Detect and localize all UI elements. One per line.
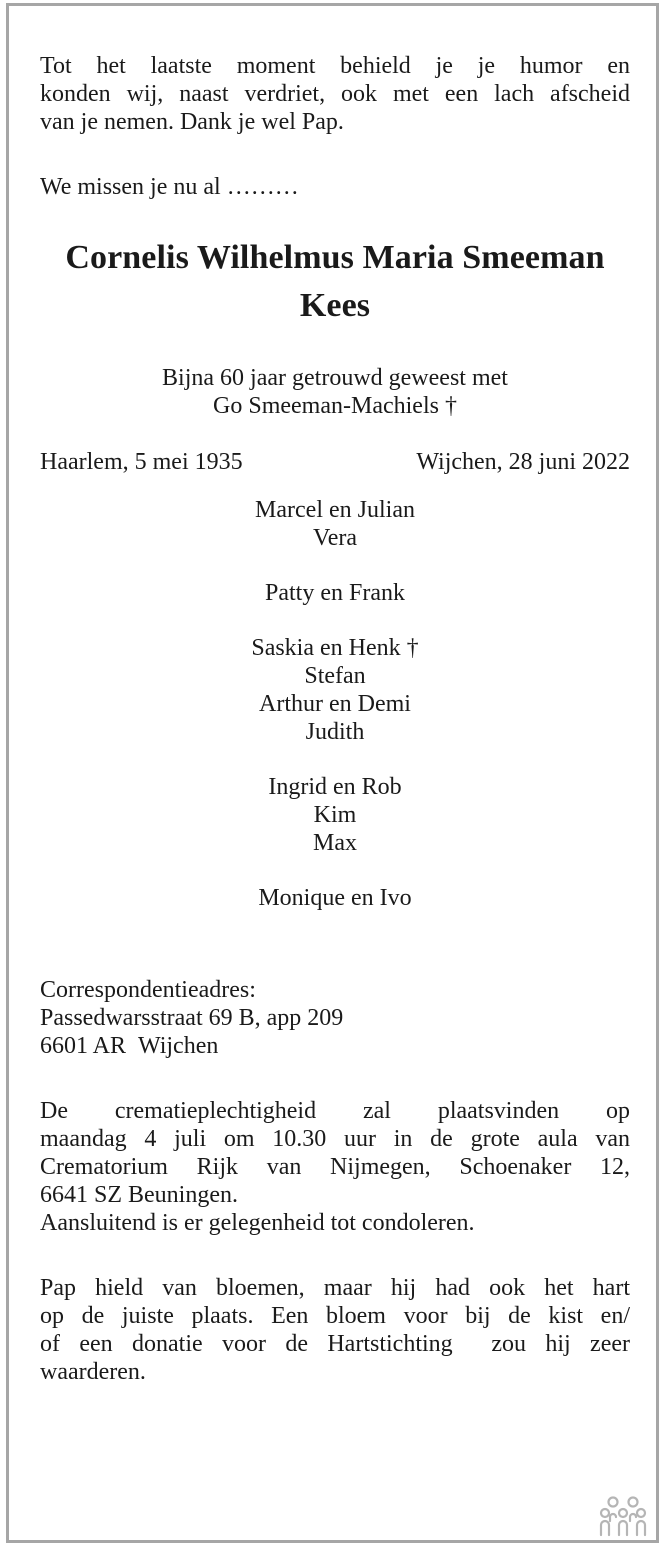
spouse-name: Go Smeeman-Machiels † — [213, 393, 457, 419]
family-group — [40, 884, 630, 912]
intro-line: Tot het laatste moment behield je je humor en — [40, 53, 630, 79]
family-member: Ingrid en Rob — [268, 774, 402, 800]
family-member: Stefan — [304, 663, 366, 689]
flowers-line: op de juiste plaats. Een bloem voor bij de kist en/ — [40, 1303, 630, 1329]
life-dates — [40, 448, 630, 476]
flowers-line: Pap hield van bloemen, maar hij had ook het hart — [40, 1275, 630, 1301]
intro-paragraph — [40, 52, 630, 136]
family-group — [40, 496, 630, 552]
family-member: Patty en Frank — [265, 580, 405, 606]
family-member: Kim — [313, 802, 357, 828]
flowers-line: waarderen. — [40, 1359, 146, 1385]
family-group — [40, 773, 630, 857]
flowers-paragraph — [40, 1274, 630, 1386]
family-member: Saskia en Henk † — [251, 635, 419, 661]
intro-line: van je nemen. Dank je wel Pap. — [40, 109, 344, 135]
correspondence-city: 6601 AR Wijchen — [40, 1033, 219, 1059]
family-member: Arthur en Demi — [259, 691, 411, 717]
marriage-line: Bijna 60 jaar getrouwd geweest met — [162, 365, 508, 391]
ceremony-line: De crematieplechtigheid zal plaatsvinden op — [40, 1098, 630, 1124]
flowers-line: of een donatie voor de Hartstichting zou hij zeer — [40, 1331, 630, 1357]
family-member: Marcel en Julian — [255, 497, 415, 523]
family-group — [40, 634, 630, 746]
death-date: Wijchen, 28 juni 2022 — [416, 449, 630, 475]
family-member: Judith — [305, 719, 365, 745]
family-member: Monique en Ivo — [258, 885, 412, 911]
ceremony-line: maandag 4 juli om 10.30 uur in de grote aula van — [40, 1126, 630, 1152]
ceremony-paragraph — [40, 1097, 630, 1237]
intro-line: konden wij, naast verdriet, ook met een lach afscheid — [40, 81, 630, 107]
birth-date: Haarlem, 5 mei 1935 — [40, 449, 243, 475]
family-member: Vera — [313, 525, 357, 551]
deceased-full-name: Cornelis Wilhelmus Maria Smeeman — [65, 239, 605, 276]
ceremony-line: 6641 SZ Beuningen. — [40, 1182, 238, 1208]
marriage-info — [40, 364, 630, 420]
ceremony-line: Aansluitend is er gelegenheid tot condoleren. — [40, 1210, 475, 1236]
deceased-nickname: Kees — [299, 287, 371, 324]
obituary-content — [40, 52, 630, 1386]
correspondence-street: Passedwarsstraat 69 B, app 209 — [40, 1005, 344, 1031]
correspondence-label: Correspondentieadres: — [40, 977, 256, 1003]
family-member: Max — [313, 830, 357, 856]
correspondence-address — [40, 976, 630, 1060]
ceremony-line: Crematorium Rijk van Nijmegen, Schoenaker 12, — [40, 1154, 630, 1180]
family-group — [40, 579, 630, 607]
people-logo-icon — [599, 1495, 647, 1539]
missing-line: We missen je nu al ……… — [40, 174, 299, 200]
